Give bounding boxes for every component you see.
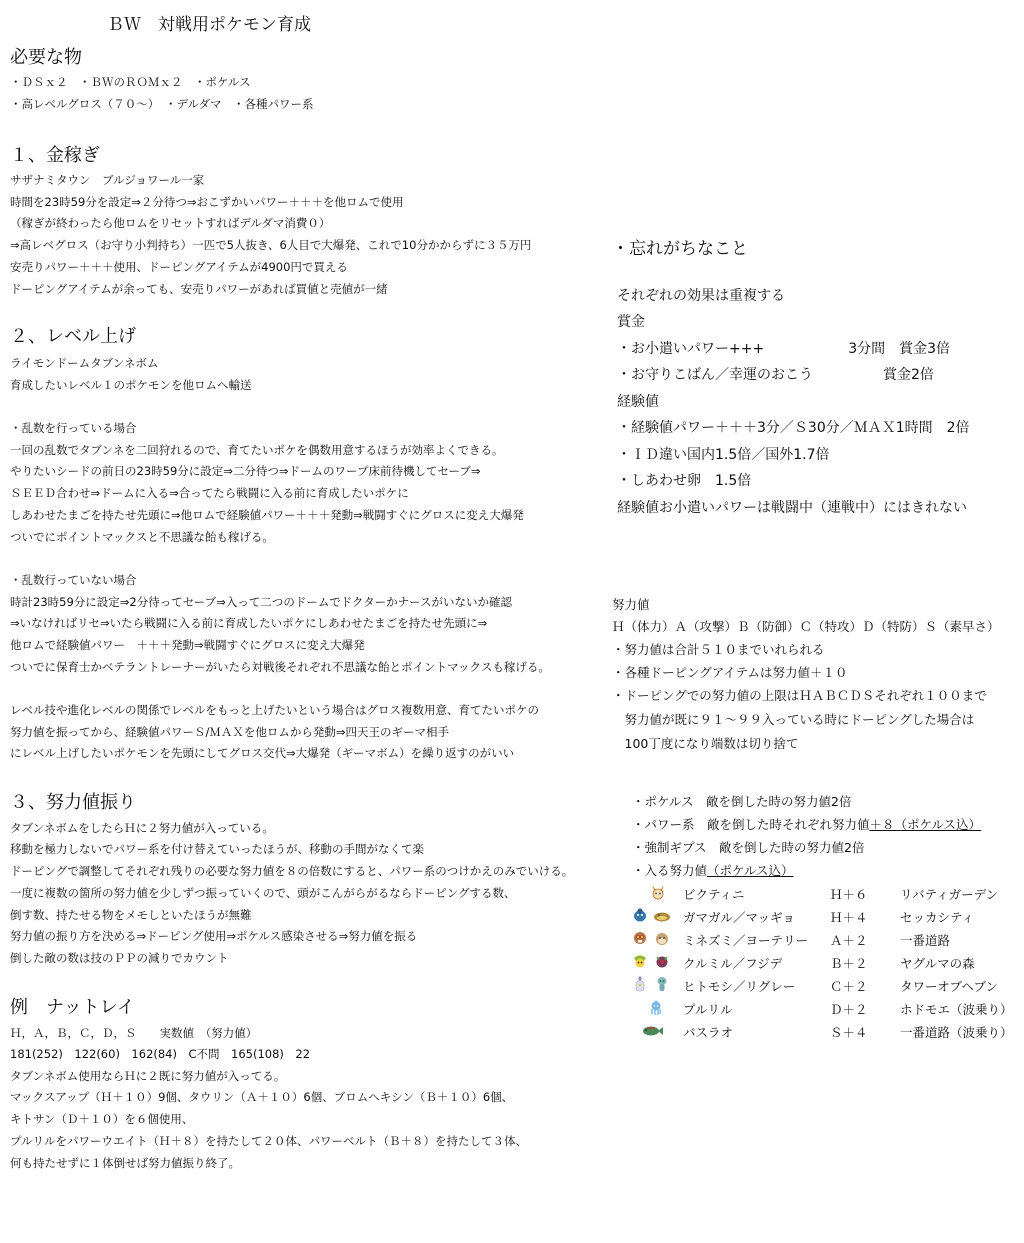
pokemon-icons — [613, 883, 673, 903]
entered-ev-underlined: （ポケルス込） — [707, 863, 794, 878]
text-line: プルリルをパワーウエイト（Ｈ＋８）を持たして２０体、パワーベルト（Ｂ＋８）を持たして３体、 — [10, 1134, 528, 1148]
page-title: ＢＷ 対戦用ポケモン育成 — [107, 15, 311, 35]
power-line-underlined: ＋８（ポケルス込） — [869, 817, 982, 832]
text-line: 100丁度になり端数は切り捨て — [612, 736, 799, 751]
pokemon-icons — [613, 906, 673, 926]
section2-heading: ２、レベル上げ — [10, 326, 136, 347]
frillish-icon — [647, 998, 665, 1016]
pokemon-ev: Ｓ＋４ — [830, 1025, 868, 1040]
text-line: マックスアップ（Ｈ＋１０）9個、タウリン（Ａ＋１０）6個、ブロムヘキシン（Ｂ＋１０）6個、 — [10, 1090, 514, 1104]
text-line: ついでにポイントマックスと不思議な飴も稼げる。 — [10, 530, 274, 544]
pokemon-row — [613, 1021, 1013, 1041]
text-line: やりたいシードの前日の23時59分に設定⇒二分待つ⇒ドームのワープ床前待機してセーブ⇒ — [10, 464, 481, 478]
needed-heading: 必要な物 — [10, 47, 82, 68]
forget-heading: ・忘れがちなこと — [612, 239, 748, 259]
pokemon-location: 一番道路 — [900, 933, 951, 948]
text-line: 経験値 — [617, 394, 659, 410]
text-line: それぞれの効果は重複する — [617, 288, 785, 304]
basculin-icon — [641, 1021, 663, 1039]
patrat-icon — [631, 929, 649, 947]
elgyem-icon — [653, 975, 671, 993]
text-line: ・乱数を行っている場合 — [10, 421, 137, 435]
text-line: ・ドーピングでの努力値の上限はＨＡＢＣＤＳそれぞれ１００まで — [612, 688, 987, 703]
power-line-text: ・パワー系 敵を倒した時それぞれ努力値 — [632, 817, 870, 832]
lillipup-icon — [653, 929, 671, 947]
text-line: ・お小遣いパワー+++ 3分間 賞金3倍 — [617, 341, 951, 357]
text-line: 移動を極力しないでパワー系を付け替えていったほうが、移動の手間がなくて楽 — [10, 842, 424, 856]
text-line: ⇒いなければリセ⇒いたら戦闘に入る前に育成したいポケにしあわせたまごを持たせ先頭に⇒ — [10, 616, 488, 630]
pokemon-ev: Ｄ＋２ — [830, 1002, 868, 1017]
pokemon-name: プルリル — [683, 1002, 733, 1017]
palpitoad-icon — [631, 906, 649, 924]
entered-ev-line — [632, 861, 794, 879]
text-line: サザナミタウン ブルジョワール一家 — [10, 173, 205, 187]
pokemon-name: ガマガル／マッギョ — [683, 910, 796, 925]
pokemon-ev: Ｈ＋４ — [830, 910, 868, 925]
litwick-icon — [631, 975, 649, 993]
text-line: 努力値が既に９１～９９入っている時にドーピングした場合は — [612, 712, 975, 727]
venipede-icon — [653, 952, 671, 970]
pokemon-icons — [613, 975, 673, 995]
text-line: 他ロムで経験値パワー ＋＋＋発動⇒戦闘すぐにグロスに変え大爆発 — [10, 638, 365, 652]
text-line: 経験値お小遣いパワーは戦闘中（連戦中）にはきれない — [617, 500, 967, 516]
text-line: 賞金 — [617, 314, 645, 330]
text-line: ドーピングで調整してそれぞれ残りの必要な努力値を８の倍数にすると、パワー系のつけかえのみでいける。 — [10, 864, 574, 878]
pokemon-icons — [613, 998, 673, 1018]
text-line: Ｈ（体力）Ａ（攻撃）Ｂ（防御）Ｃ（特攻）Ｄ（特防）Ｓ（素早さ） — [612, 619, 1000, 634]
pokemon-row — [613, 952, 1013, 972]
text-line: 安売りパワー＋＋＋使用、ドーピングアイテムが4900円で買える — [10, 260, 348, 274]
section1-heading: １、金稼ぎ — [10, 145, 100, 166]
pokemon-name: ビクティニ — [683, 887, 745, 902]
pokemon-ev: Ｂ＋２ — [830, 956, 868, 971]
text-line: 一度に複数の箇所の努力値を少しずつ振っていくので、頭がこんがらがるならドーピングする数、 — [10, 886, 516, 900]
pokemon-ev: Ｃ＋２ — [830, 979, 868, 994]
power-line — [632, 815, 981, 833]
text-line: ・しあわせ卵 1.5倍 — [617, 473, 752, 489]
section3-heading: ３、努力値振り — [10, 792, 136, 813]
text-line: タブンネボム使用ならＨに２既に努力値が入ってる。 — [10, 1069, 286, 1083]
text-line: 何も持たせずに１体倒せば努力値振り終了。 — [10, 1156, 240, 1170]
text-line: 時計23時59分に設定⇒2分待ってセーブ⇒入って二つのドームでドクターかナースがいないか確認 — [10, 595, 513, 609]
text-line: ・各種ドーピングアイテムは努力値＋１０ — [612, 665, 848, 680]
text-line: しあわせたまごを持たせ先頭に⇒他ロムで経験値パワー＋＋＋発動⇒戦闘すぐにグロスに変え大爆発 — [10, 508, 524, 522]
text-line: 一回の乱数でタブンネを二回狩れるので、育てたいポケを偶数用意するほうが効率よくできる。 — [10, 443, 504, 457]
text-line: Ｈ，Ａ，Ｂ，Ｃ，Ｄ，Ｓ 実数値 （努力値） — [10, 1026, 258, 1040]
pokemon-ev: Ｈ＋６ — [830, 887, 868, 902]
needed-line: ・高レベルグロス（７０～） ・デルダマ ・各種パワー系 — [10, 97, 314, 111]
needed-line: ・ＤＳｘ２ ・ＢＷのＲＯＭｘ２ ・ポケルス — [10, 75, 251, 89]
pokemon-location: タワーオブヘブン — [900, 979, 999, 994]
text-line: タブンネボムをしたらＨに２努力値が入っている。 — [10, 821, 274, 835]
pokemon-location: 一番道路（波乗り） — [900, 1025, 1013, 1040]
pokemon-name: バスラオ — [683, 1025, 734, 1040]
pokemon-row — [613, 883, 1013, 903]
pokemon-icons — [613, 929, 673, 949]
ev-heading: 努力値 — [612, 597, 650, 612]
text-line: ついでに保育士かベテラントレーナーがいたら対戦後それぞれ不思議な飴とポイントマックスも稼げる。 — [10, 660, 550, 674]
victini-icon — [649, 883, 667, 901]
text-line: （稼ぎが終わったら他ロムをリセットすればデルダマ消費０） — [10, 216, 331, 230]
text-line: 倒す数、持たせる物をメモしといたほうが無難 — [10, 908, 252, 922]
text-line: ・経験値パワー＋＋＋3分／Ｓ30分／ＭＡＸ1時間 2倍 — [617, 420, 970, 436]
pokemon-location: ヤグルマの森 — [900, 956, 975, 971]
text-line: ドーピングアイテムが余っても、安売りパワーがあれば買値と売値が一緒 — [10, 282, 388, 296]
pokemon-icons — [613, 1021, 673, 1041]
macho-brace-line: ・強制ギプス 敵を倒した時の努力値2倍 — [632, 840, 865, 855]
text-line: 時間を23時59分を設定⇒２分待つ⇒おこずかいパワー＋＋＋を他ロムで使用 — [10, 195, 404, 209]
pokerus-line: ・ポケルス 敵を倒した時の努力値2倍 — [632, 794, 852, 809]
pokemon-ev: Ａ＋２ — [830, 933, 868, 948]
entered-ev-text: ・入る努力値 — [632, 863, 708, 878]
text-line: にレベル上げしたいポケモンを先頭にしてグロス交代⇒大爆発（ギーマボム）を繰り返すのがいい — [10, 746, 515, 760]
text-line: 努力値を振ってから、経験値パワーＳ/ＭＡＸを他ロムから発動⇒四天王のギーマ相手 — [10, 725, 450, 739]
text-line: 育成したいレベル１のポケモンを他ロムへ輸送 — [10, 378, 252, 392]
pokemon-name: ヒトモシ／リグレー — [683, 979, 796, 994]
pokemon-row — [613, 929, 1013, 949]
pokemon-name: ミネズミ／ヨーテリー — [683, 933, 809, 948]
pokemon-row — [613, 975, 1013, 995]
stunfisk-icon — [653, 906, 671, 924]
text-line: 倒した敵の数は技のＰＰの減りでカウント — [10, 951, 229, 965]
text-line: 努力値の振り方を決める⇒ドーピング使用⇒ポケルス感染させる⇒努力値を振る — [10, 929, 418, 943]
text-line: ＳＥＥＤ合わせ⇒ドームに入る⇒合ってたら戦闘に入る前に育成したいポケに — [10, 486, 409, 500]
text-line: 181(252) 122(60) 162(84) C不問 165(108) 22 — [10, 1047, 311, 1061]
text-line: ⇒高レベグロス（お守り小判持ち）一匹で5人抜き、6人目で大爆発、これで10分かからずに３５万円 — [10, 238, 532, 252]
pokemon-location: リバティガーデン — [900, 887, 999, 902]
text-line: ・努力値は合計５１０までいれられる — [612, 642, 825, 657]
text-line: ・乱数行っていない場合 — [10, 573, 137, 587]
text-line: ・ＩＤ違い国内1.5倍／国外1.7倍 — [617, 447, 830, 463]
pokemon-location: ホドモエ（波乗り） — [900, 1002, 1013, 1017]
text-line: ・お守りこばん／幸運のおこう 賞金2倍 — [617, 367, 934, 383]
example-heading: 例 ナットレイ — [10, 997, 135, 1018]
pokemon-row — [613, 998, 1013, 1018]
text-line: レベル技や進化レベルの関係でレベルをもっと上げたいという場合はグロス複数用意、育てたいポケの — [10, 703, 539, 717]
pokemon-row — [613, 906, 1013, 926]
pokemon-icons — [613, 952, 673, 972]
text-line: ライモンドームタブンネボム — [10, 356, 159, 370]
pokemon-location: セッカシティ — [900, 910, 975, 925]
pokemon-name: クルミル／フジデ — [683, 956, 783, 971]
sewaddle-icon — [631, 952, 649, 970]
text-line: キトサン（Ｄ＋１０）を６個使用、 — [10, 1112, 194, 1126]
